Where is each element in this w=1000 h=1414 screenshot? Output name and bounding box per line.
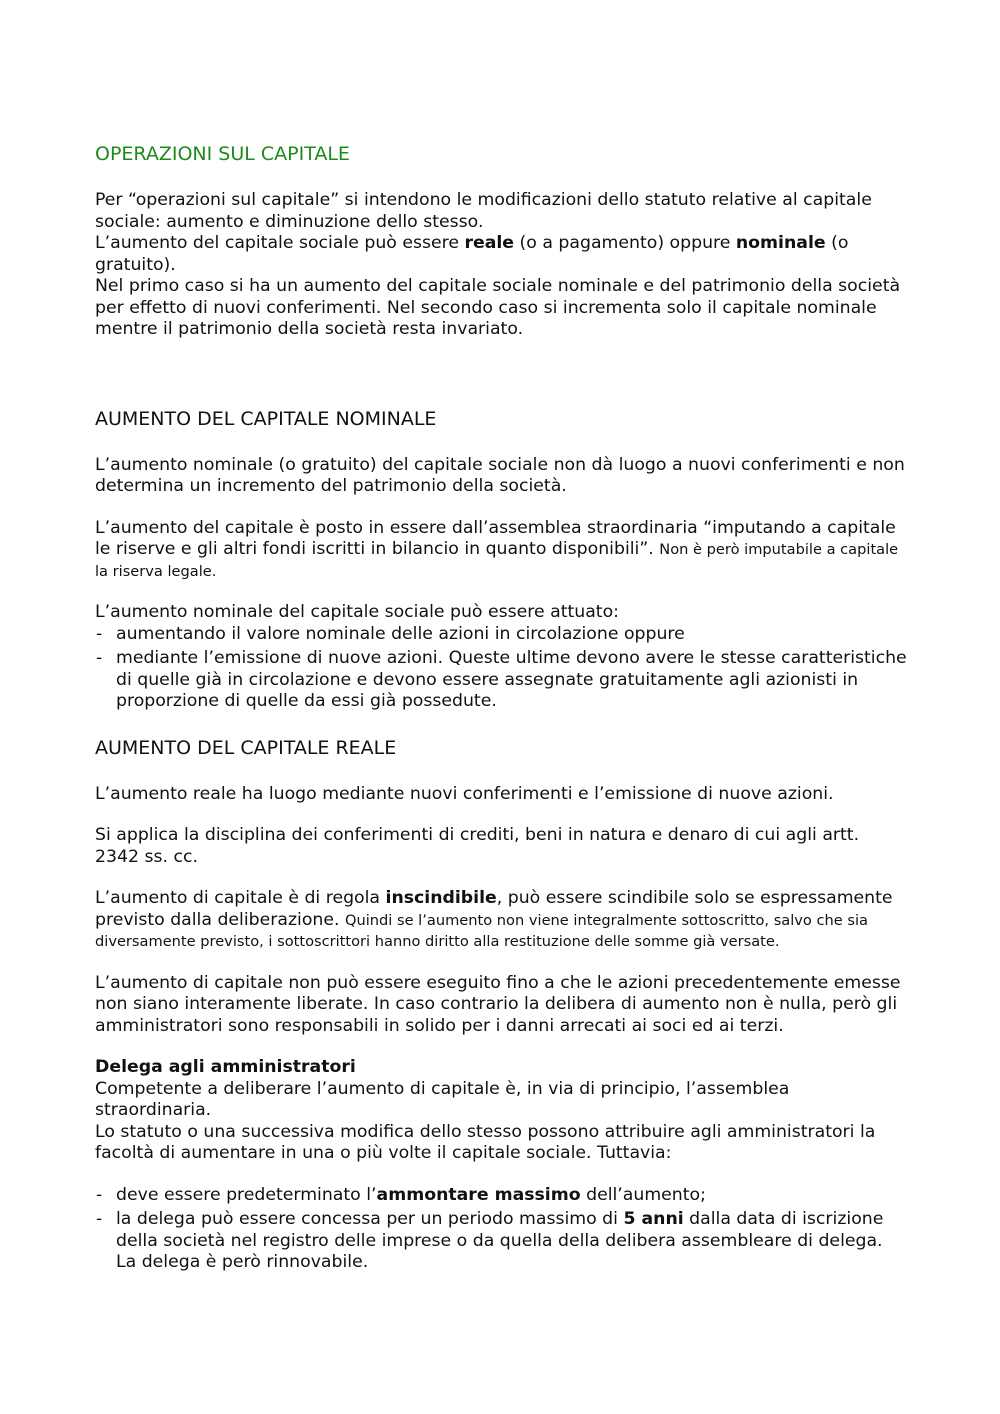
section-heading-reale: AUMENTO DEL CAPITALE REALE <box>95 736 397 759</box>
section-heading-operazioni: OPERAZIONI SUL CAPITALE <box>95 143 350 165</box>
list-item: - la delega può essere concessa per un periodo massimo di 5 anni dalla data di iscrizione della società nel registro delle imprese o da quella della delibera assembleare di delega. La delega è però rinnovabile. <box>95 1209 908 1274</box>
paragraph-definition: Per “operazioni sul capitale” si intendono le modificazioni dello statuto relative al capitale sociale: aumento e diminuzione dello stesso. <box>95 190 872 232</box>
subheading-delega: Delega agli amministratori <box>95 1057 356 1077</box>
paragraph-assemblea-straordinaria: L’aumento del capitale è posto in essere dall’assemblea straordinaria “imputando a capitale le riserve e gli altri fondi iscritti in bilancio in quanto disponibili”. Non è però imputabile a capitale la riserva legale. <box>95 517 899 580</box>
bold-5-anni: 5 anni <box>623 1209 684 1229</box>
paragraph-primo-secondo-caso: Nel primo caso si ha un aumento del capitale sociale nominale e del patrimonio della società per effetto di nuovi conferimenti. Nel secondo caso si incrementa solo il capitale nominale mentre il patrimonio della società resta invariato. <box>95 276 901 339</box>
list-delega <box>95 1185 908 1274</box>
paragraph-attuazione: L’aumento nominale del capitale sociale può essere attuato: <box>95 602 619 622</box>
paragraph-reale-nominale: L’aumento del capitale sociale può essere reale (o a pagamento) oppure nominale (o gratuito). <box>95 233 849 275</box>
list-item: - deve essere predeterminato l’ammontare massimo dell’aumento; <box>95 1185 908 1207</box>
paragraph-disciplina: Si applica la disciplina dei conferimenti di crediti, beni in natura e denaro di cui agli artt. 2342 ss. cc. <box>95 825 860 867</box>
paragraph-statuto: Lo statuto o una successiva modifica dello stesso possono attribuire agli amministratori la facoltà di aumentare in una o più volte il capitale sociale. Tuttavia: <box>95 1121 876 1163</box>
list-item: - aumentando il valore nominale delle azioni in circolazione oppure <box>95 624 908 646</box>
small-note-restituzione: Quindi se l’aumento non viene integralmente sottoscritto, salvo che sia diversamente previsto, i sottoscrittori hanno diritto alla restituzione delle somme già versate. <box>95 911 868 950</box>
small-note-riserva-legale: Non è però imputabile a capitale la riserva legale. <box>95 541 899 580</box>
paragraph-competente: Competente a deliberare l’aumento di capitale è, in via di principio, l’assemblea straordinaria. <box>95 1078 790 1120</box>
list-item: - mediante l’emissione di nuove azioni. Queste ultime devono avere le stesse caratteristiche di quelle già in circolazione e devono essere assegnate gratuitamente agli azionisti in proporzione di quelle da essi già possedute. <box>95 648 908 713</box>
bold-reale: reale <box>464 233 515 253</box>
paragraph-inscindibile: L’aumento di capitale è di regola inscindibile, può essere scindibile solo se espressamente previsto dalla deliberazione. Quindi se l’aumento non viene integralmente sottoscritto, salvo che sia diversamente previsto, i sottoscrittori hanno diritto alla restituzione delle somme già versate. <box>95 888 893 950</box>
paragraph-nominale-intro: L’aumento nominale (o gratuito) del capitale sociale non dà luogo a nuovi conferimenti e non determina un incremento del patrimonio della società. <box>95 454 905 496</box>
section-heading-nominale: AUMENTO DEL CAPITALE NOMINALE <box>95 407 437 430</box>
paragraph-azioni-liberate: L’aumento di capitale non può essere eseguito fino a che le azioni precedentemente emesse non siano interamente liberate. In caso contrario la delibera di aumento non è nulla, però gli amministratori sono responsabili in solido per i danni arrecati ai soci ed ai terzi. <box>95 972 901 1036</box>
paragraph-reale-intro: L’aumento reale ha luogo mediante nuovi conferimenti e l’emissione di nuove azioni. <box>95 783 834 804</box>
bold-nominale: nominale <box>735 233 826 253</box>
list-attuazione <box>95 624 908 713</box>
bold-inscindibile: inscindibile <box>385 888 497 908</box>
bold-ammontare-massimo: ammontare massimo <box>376 1184 581 1205</box>
